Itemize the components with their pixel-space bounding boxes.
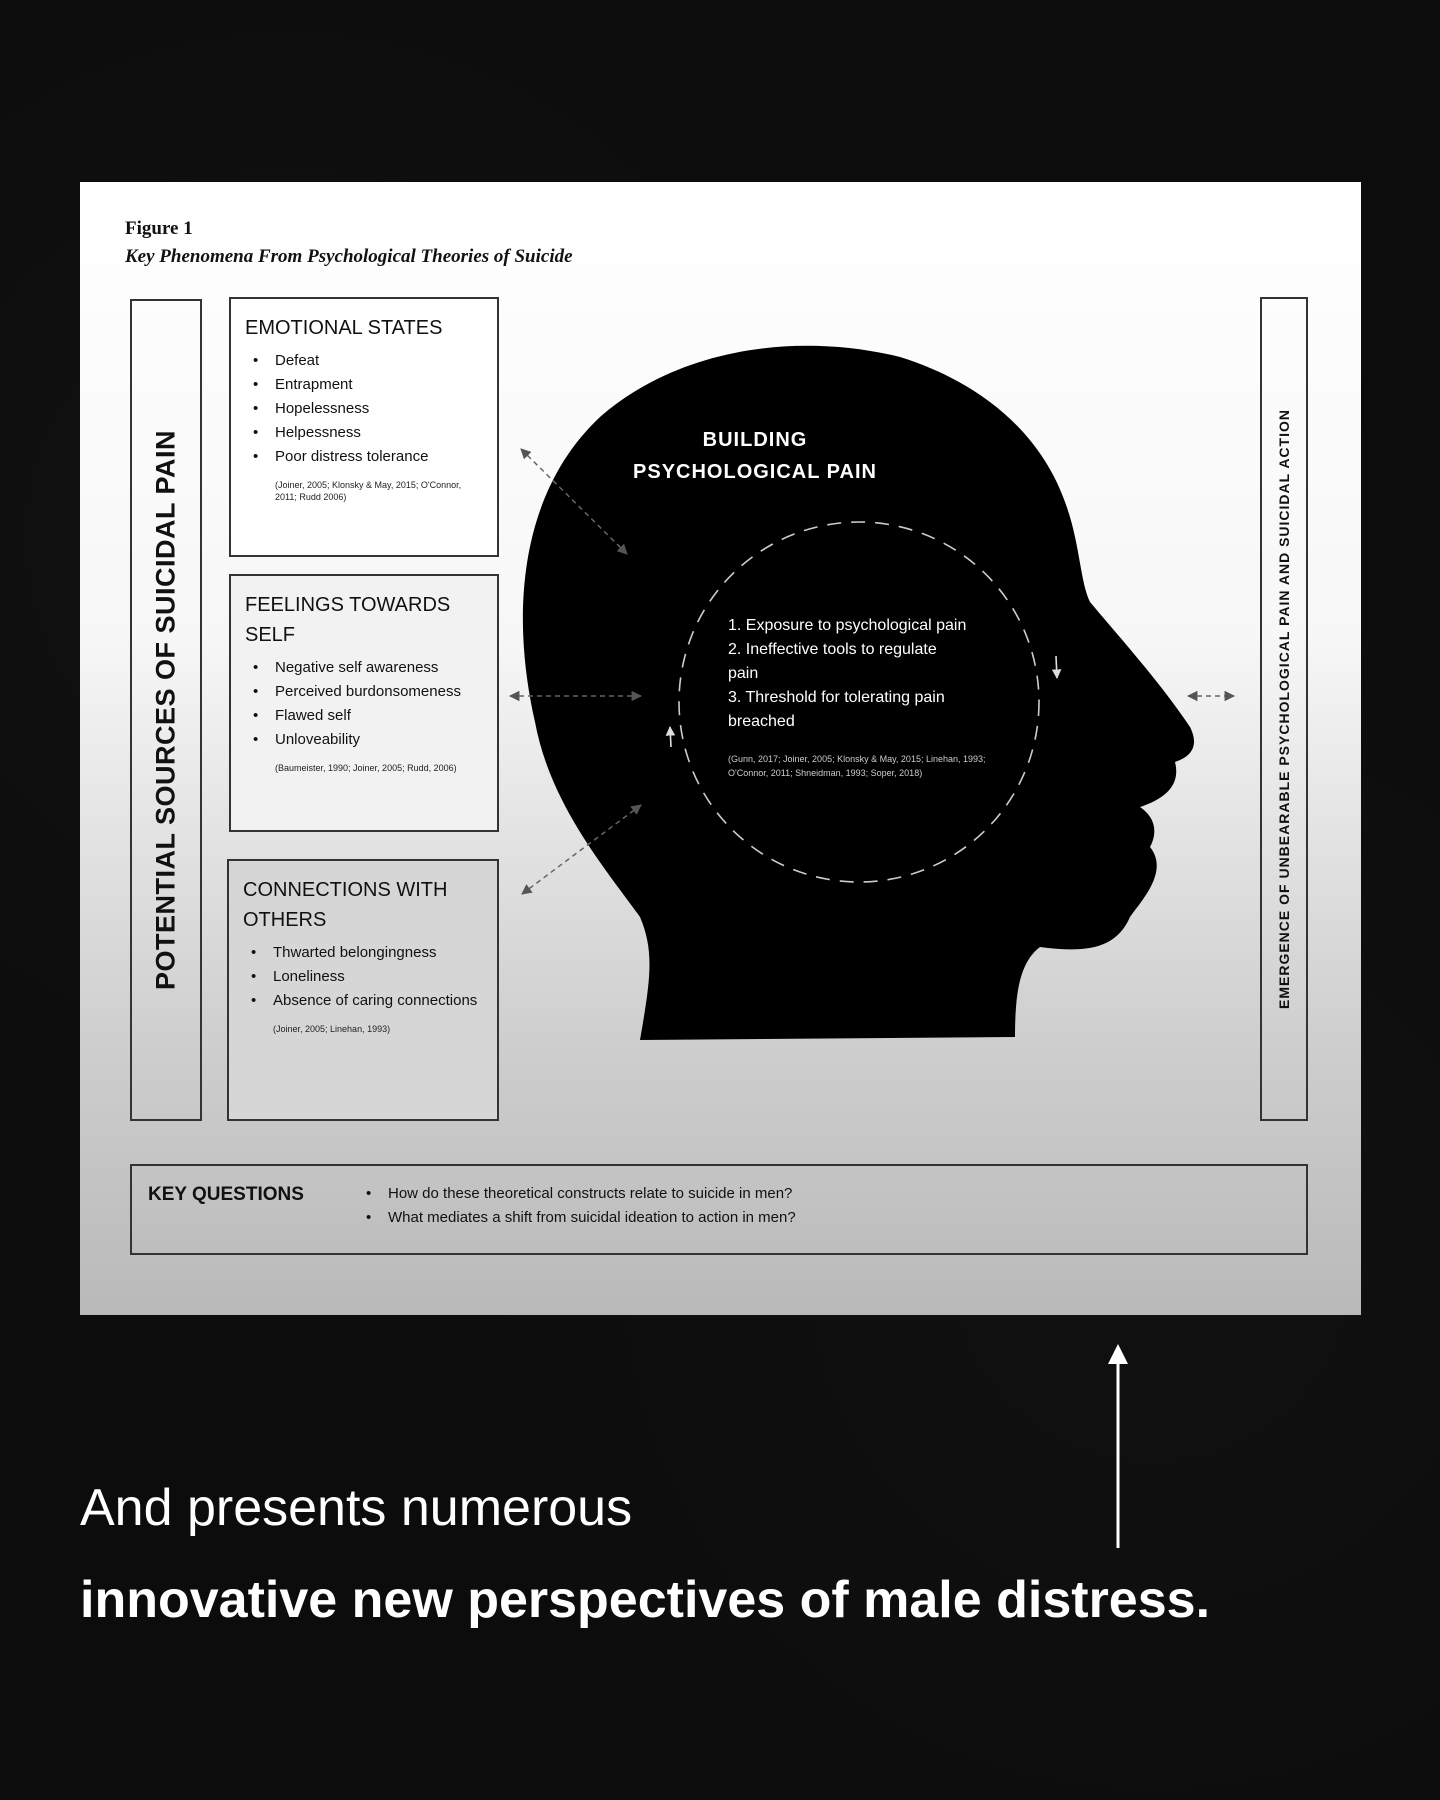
list-item: • Unloveability [251,728,485,752]
list-item: • Loneliness [249,965,485,989]
connections-heading-line1: CONNECTIONS WITH [243,879,448,901]
pain-step: breached [728,713,795,730]
emotional-states-box [229,297,499,557]
connections-heading [243,875,485,935]
list-item: • Hopelessness [251,397,485,421]
connections-list [249,941,485,1013]
list-item: • Thwarted belongingness [249,941,485,965]
key-questions-box [130,1164,1308,1255]
feelings-self-citation: (Baumeister, 1990; Joiner, 2005; Rudd, 2006) [275,763,457,773]
feelings-self-heading [245,590,485,650]
pain-step: 1. Exposure to psychological pain [728,617,967,634]
feelings-self-list [251,656,485,752]
left-vertical-label: POTENTIAL SOURCES OF SUICIDAL PAIN [150,429,181,991]
feelings-self-heading-line1: FEELINGS TOWARDS [245,594,451,616]
connections-heading-line2: OTHERS [243,909,327,931]
list-item: • Poor distress tolerance [251,445,485,469]
list-item: • What mediates a shift from suicidal ideation to action in men? [364,1206,796,1230]
list-item: • Defeat [251,349,485,373]
pain-steps [728,614,1028,734]
head-citation: (Gunn, 2017; Joiner, 2005; Klonsky & May, 2015; Linehan, 1993; O'Connor, 2011; Shneidman, 1993; Soper, 2018) [728,754,986,778]
caption-line2: innovative new perspectives of male distress. [80,1571,1211,1629]
connections-box [227,859,499,1121]
feelings-self-box [229,574,499,832]
head-title-line1: BUILDING [702,429,808,451]
figure-label: Figure 1 [125,218,193,239]
right-vertical-label: EMERGENCE OF UNBEARABLE PSYCHOLOGICAL PAIN AND SUICIDAL ACTION [1276,409,1292,1009]
connections-citation: (Joiner, 2005; Linehan, 1993) [273,1024,391,1034]
key-questions-label: KEY QUESTIONS [148,1184,304,1205]
list-item: • Negative self awareness [251,656,485,680]
list-item: • Perceived burdonsomeness [251,680,485,704]
cycle-arrow-right [1056,656,1057,678]
list-item: • Helpessness [251,421,485,445]
pain-step: pain [728,665,759,682]
feelings-self-heading-line2: SELF [245,624,296,646]
head-title-line2: PSYCHOLOGICAL PAIN [633,461,877,483]
key-questions-list [364,1182,796,1230]
list-item: • Absence of caring connections [249,989,485,1013]
emotional-states-citation: (Joiner, 2005; Klonsky & May, 2015; O'Connor, 2011; Rudd 2006) [275,480,462,502]
list-item: • Entrapment [251,373,485,397]
pain-step: 3. Threshold for tolerating pain [728,689,945,706]
pain-step: 2. Ineffective tools to regulate [728,641,937,658]
list-item: • Flawed self [251,704,485,728]
up-arrow-icon [1100,1340,1136,1550]
emotional-states-heading: EMOTIONAL STATES [245,317,443,339]
caption-line1: And presents numerous [80,1479,633,1537]
emotional-states-list [251,349,485,469]
list-item: • How do these theoretical constructs relate to suicide in men? [364,1182,796,1206]
head-title [620,424,890,488]
figure-title: Key Phenomena From Psychological Theories of Suicide [125,246,573,267]
cycle-arrow-left [670,727,671,747]
figure-panel [80,182,1361,1315]
